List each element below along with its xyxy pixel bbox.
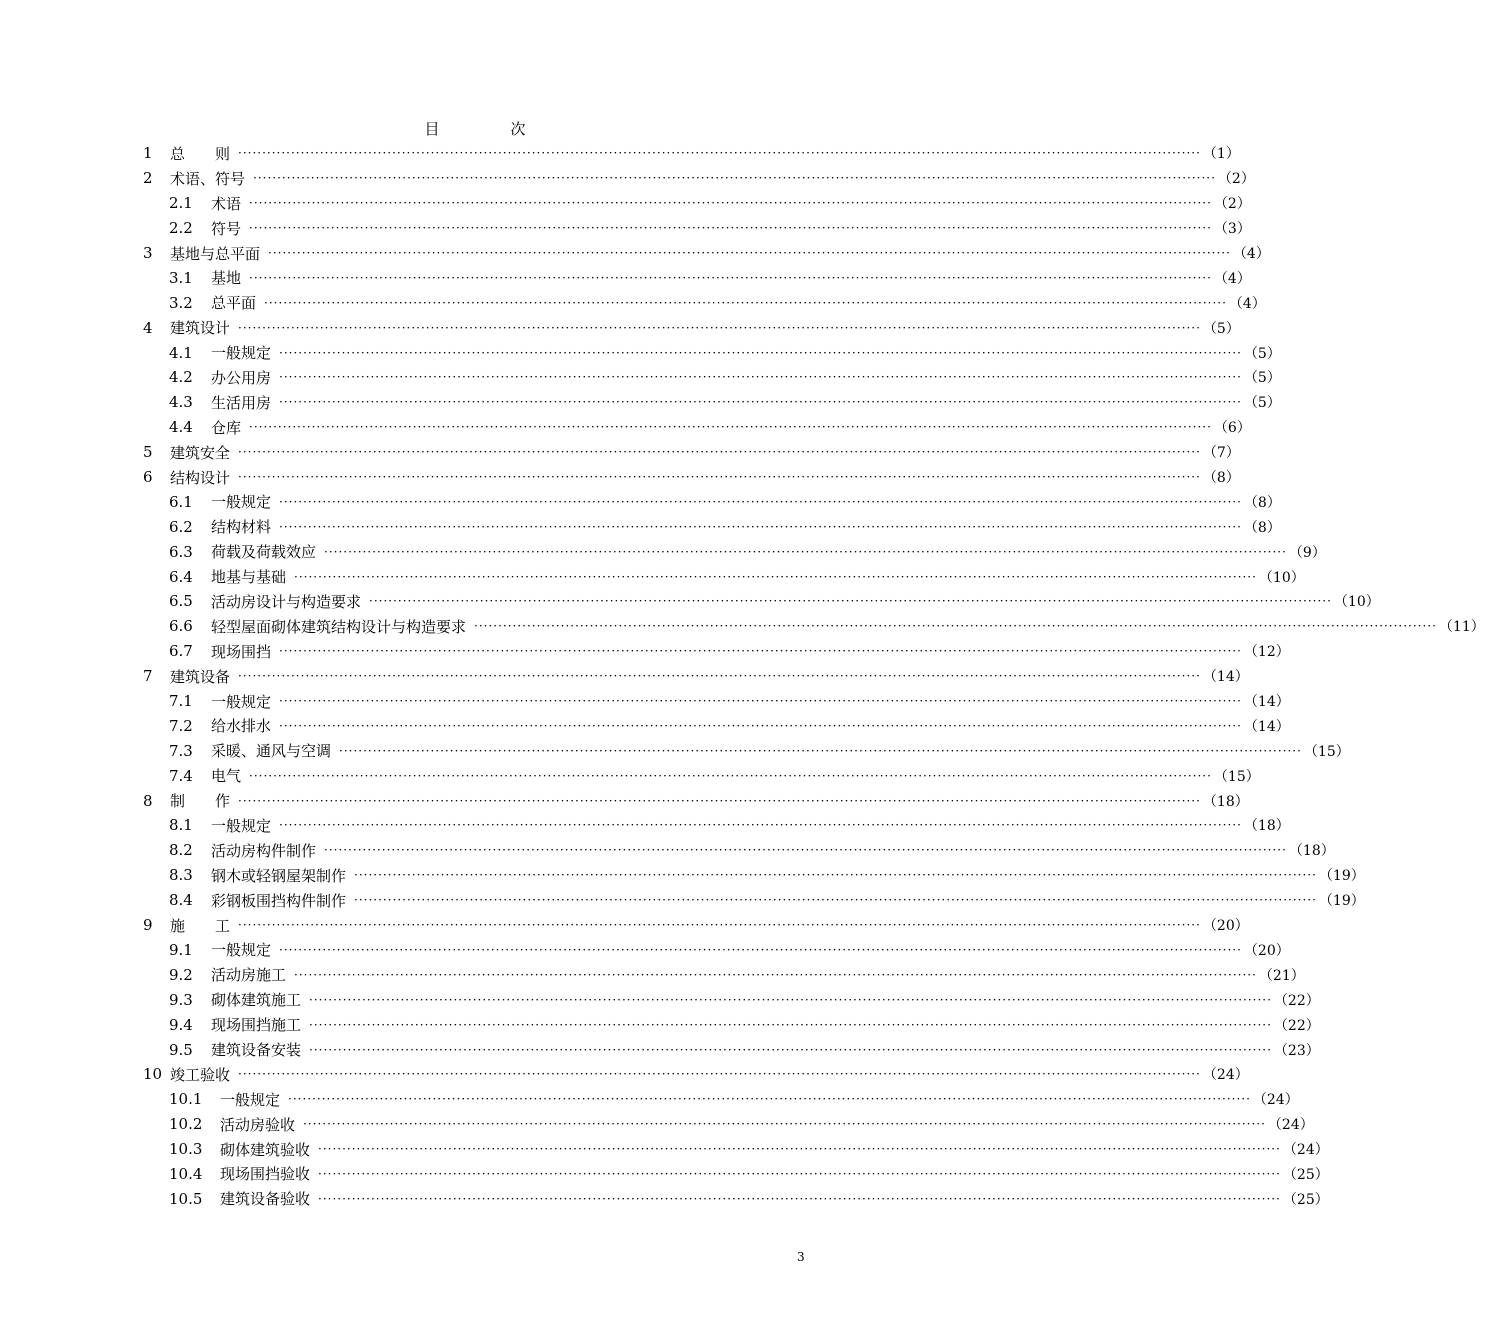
- toc-entry-number: 10.1: [169, 1090, 203, 1109]
- toc-dot-leader: ········································································································································································································: [288, 1092, 1251, 1107]
- toc-entry-page: （7）: [1202, 445, 1240, 462]
- toc-dot-leader: ········································································································································································································: [279, 818, 1242, 833]
- toc-entry-title: 一般规定: [211, 692, 272, 711]
- toc-entry-number: 10: [143, 1065, 163, 1084]
- toc-entry[interactable]: [143, 290, 1266, 315]
- toc-entry-number: 2: [143, 169, 153, 188]
- toc-entry-number: 6: [143, 468, 153, 487]
- toc-dot-leader: ········································································································································································································: [264, 295, 1227, 310]
- toc-entry-page: （4）: [1232, 246, 1270, 262]
- toc-dot-leader: ········································································································································································································: [369, 594, 1332, 609]
- toc-dot-leader: ········································································································································································································: [279, 718, 1242, 733]
- toc-entry[interactable]: [143, 738, 1350, 763]
- toc-entry[interactable]: [143, 1062, 1249, 1087]
- toc-dot-leader: ········································································································································································································: [318, 1191, 1281, 1206]
- toc-entry-number: 4.3: [169, 393, 193, 412]
- toc-entry-number: 3.1: [169, 268, 193, 287]
- toc-entry-title: 仓库: [211, 418, 242, 437]
- toc-entry-number: 9.3: [169, 990, 193, 1009]
- toc-dot-leader: ········································································································································································································: [279, 519, 1242, 534]
- toc-entry-number: 8.1: [169, 816, 193, 835]
- toc-entry-page: （24）: [1267, 1117, 1314, 1134]
- toc-entry-title: 地基与基础: [211, 568, 287, 587]
- toc-entry-number: 8.2: [169, 841, 193, 860]
- toc-entry-number: 9.4: [169, 1015, 193, 1034]
- toc-entry[interactable]: [143, 1137, 1329, 1162]
- toc-entry-number: 6.4: [169, 567, 193, 586]
- toc-entry[interactable]: [143, 962, 1305, 987]
- toc-entry-page: （22）: [1273, 1017, 1320, 1034]
- toc-entry-title: 办公用房: [211, 368, 272, 387]
- toc-entry-title: 现场围挡: [211, 642, 272, 661]
- toc-entry-title: 彩钢板围挡构件制作: [211, 891, 347, 910]
- toc-entry-number: 4.4: [169, 418, 193, 437]
- toc-entry-page: （18）: [1202, 793, 1249, 810]
- toc-dot-leader: ········································································································································································································: [238, 445, 1201, 460]
- toc-dot-leader: ········································································································································································································: [294, 967, 1257, 982]
- toc-dot-leader: ········································································································································································································: [279, 942, 1242, 957]
- toc-entry-page: （23）: [1273, 1042, 1320, 1059]
- toc-entry-page: （19）: [1318, 868, 1365, 885]
- toc-dot-leader: ········································································································································································································: [279, 370, 1242, 385]
- toc-entry[interactable]: [143, 216, 1251, 241]
- toc-entry-page: （5）: [1202, 320, 1240, 337]
- toc-entry-title: 现场围挡施工: [211, 1016, 302, 1035]
- toc-entry-page: （14）: [1243, 718, 1290, 735]
- toc-title: 目 次: [424, 120, 554, 138]
- toc-entry-title: 采暖、通风与空调: [211, 742, 332, 761]
- toc-entry-number: 7.4: [169, 766, 193, 785]
- toc-entry-title: 现场围挡验收: [220, 1165, 311, 1184]
- toc-entry-number: 6.3: [169, 542, 193, 561]
- toc-entry[interactable]: [143, 340, 1281, 365]
- toc-entry-number: 6.2: [169, 517, 193, 536]
- toc-entry-page: （25）: [1282, 1166, 1329, 1183]
- toc-entry[interactable]: [143, 539, 1326, 564]
- toc-entry-number: 10.2: [169, 1115, 203, 1134]
- toc-dot-leader: ········································································································································································································: [318, 1166, 1281, 1181]
- toc-dot-leader: ········································································································································································································: [279, 494, 1242, 509]
- toc-entry-page: （20）: [1202, 918, 1249, 935]
- toc-entry-page: （18）: [1243, 818, 1290, 835]
- toc-entry[interactable]: [143, 390, 1281, 415]
- page-number: 3: [797, 1250, 805, 1264]
- toc-entry[interactable]: [143, 365, 1281, 390]
- toc-entry-page: （5）: [1243, 370, 1281, 387]
- toc-entry-number: 8.3: [169, 866, 193, 885]
- toc-entry-title: 施 工: [170, 916, 231, 935]
- toc-entry[interactable]: [143, 913, 1249, 938]
- toc-entry-number: 7: [143, 667, 153, 686]
- toc-entry[interactable]: [143, 265, 1251, 290]
- toc-entry-page: （8）: [1202, 470, 1240, 487]
- toc-entry-number: 10.4: [169, 1164, 203, 1183]
- toc-entry-title: 建筑设备: [170, 667, 231, 686]
- toc-dot-leader: ········································································································································································································: [279, 644, 1242, 659]
- toc-entry-title: 建筑安全: [170, 443, 231, 462]
- toc-entry-page: （24）: [1252, 1092, 1299, 1109]
- toc-dot-leader: ········································································································································································································: [279, 345, 1242, 360]
- toc-entry-page: （15）: [1303, 743, 1350, 760]
- toc-entry-title: 砌体建筑验收: [220, 1140, 311, 1159]
- toc-entry[interactable]: [143, 713, 1290, 738]
- toc-dot-leader: ········································································································································································································: [238, 146, 1201, 161]
- toc-entry-title: 砌体建筑施工: [211, 991, 302, 1010]
- toc-dot-leader: ········································································································································································································: [249, 270, 1212, 285]
- toc-dot-leader: ········································································································································································································: [474, 619, 1437, 634]
- toc-list: [143, 141, 1485, 1211]
- toc-entry-page: （4）: [1228, 295, 1266, 312]
- toc-entry-title: 术语: [211, 194, 242, 213]
- toc-entry-page: （3）: [1213, 221, 1251, 238]
- toc-entry[interactable]: [143, 415, 1251, 440]
- toc-entry-title: 荷载及荷载效应: [211, 543, 317, 562]
- toc-entry-number: 8: [143, 791, 153, 810]
- toc-entry-number: 6.5: [169, 592, 193, 611]
- toc-dot-leader: ········································································································································································································: [238, 470, 1201, 485]
- toc-entry-number: 6.6: [169, 617, 193, 636]
- toc-dot-leader: ········································································································································································································: [294, 569, 1257, 584]
- toc-entry-title: 一般规定: [220, 1090, 281, 1109]
- toc-entry-title: 活动房验收: [220, 1115, 296, 1134]
- toc-dot-leader: ········································································································································································································: [309, 992, 1272, 1007]
- toc-entry-title: 术语、符号: [170, 169, 246, 188]
- toc-entry-title: 结构设计: [170, 468, 231, 487]
- toc-entry-title: 一般规定: [211, 816, 272, 835]
- toc-entry-number: 7.3: [169, 741, 193, 760]
- toc-entry[interactable]: [143, 141, 1240, 166]
- toc-entry-title: 活动房设计与构造要求: [211, 592, 362, 611]
- toc-entry-number: 3: [143, 244, 153, 262]
- toc-entry-page: （9）: [1288, 544, 1326, 561]
- toc-dot-leader: ········································································································································································································: [238, 669, 1201, 684]
- toc-entry-page: （10）: [1258, 569, 1305, 586]
- toc-entry[interactable]: [143, 166, 1255, 191]
- toc-entry-page: （5）: [1243, 345, 1281, 362]
- toc-entry-number: 10.3: [169, 1140, 203, 1159]
- toc-entry-page: （2）: [1217, 171, 1255, 188]
- toc-dot-leader: ········································································································································································································: [339, 743, 1302, 758]
- toc-entry[interactable]: [143, 763, 1260, 788]
- toc-dot-leader: ········································································································································································································: [324, 843, 1287, 858]
- toc-entry[interactable]: [143, 888, 1365, 913]
- toc-entry-title: 总平面: [211, 294, 257, 313]
- toc-entry-number: 5: [143, 443, 153, 462]
- toc-entry-page: （21）: [1258, 967, 1305, 984]
- toc-dot-leader: ········································································································································································································: [238, 320, 1201, 335]
- toc-dot-leader: ········································································································································································································: [238, 918, 1201, 933]
- toc-entry-title: 一般规定: [211, 493, 272, 512]
- toc-entry-title: 建筑设备验收: [220, 1190, 311, 1209]
- toc-entry-number: 3.2: [169, 293, 193, 312]
- toc-entry-page: （8）: [1243, 519, 1281, 536]
- toc-entry-number: 9.1: [169, 940, 193, 959]
- toc-entry-page: （14）: [1243, 694, 1290, 711]
- toc-entry[interactable]: [143, 1087, 1299, 1112]
- toc-entry[interactable]: [143, 788, 1249, 813]
- toc-entry-number: 7.2: [169, 716, 193, 735]
- toc-entry[interactable]: [143, 1186, 1329, 1211]
- toc-entry-page: （12）: [1243, 644, 1290, 661]
- toc-entry-title: 符号: [211, 219, 242, 238]
- toc-dot-leader: ········································································································································································································: [309, 1042, 1272, 1057]
- toc-entry-title: 基地: [211, 269, 242, 288]
- toc-entry[interactable]: [143, 465, 1240, 490]
- toc-entry[interactable]: [143, 689, 1290, 714]
- toc-entry-number: 7.1: [169, 692, 193, 711]
- toc-entry-number: 8.4: [169, 891, 193, 910]
- toc-entry[interactable]: [143, 315, 1240, 340]
- toc-entry-title: 给水排水: [211, 717, 272, 736]
- toc-entry-number: 2.1: [169, 194, 193, 213]
- toc-entry[interactable]: [143, 813, 1290, 838]
- toc-entry-number: 4: [143, 318, 153, 337]
- toc-entry-title: 建筑设备安装: [211, 1041, 302, 1059]
- toc-dot-leader: ········································································································································································································: [268, 246, 1231, 260]
- toc-entry-number: 1: [143, 144, 153, 163]
- toc-dot-leader: ········································································································································································································: [249, 420, 1212, 435]
- toc-entry-title: 基地与总平面: [170, 244, 261, 263]
- toc-entry[interactable]: [143, 440, 1240, 465]
- toc-entry-page: （4）: [1213, 270, 1251, 287]
- toc-entry-title: 竣工验收: [170, 1065, 231, 1084]
- toc-entry[interactable]: [143, 1162, 1329, 1187]
- toc-entry-page: （24）: [1202, 1067, 1249, 1084]
- toc-dot-leader: ········································································································································································································: [279, 395, 1242, 410]
- toc-entry-page: （20）: [1243, 942, 1290, 959]
- toc-entry[interactable]: [143, 1037, 1320, 1062]
- toc-entry-page: （6）: [1213, 420, 1251, 437]
- toc-entry[interactable]: [143, 664, 1249, 689]
- toc-entry-title: 生活用房: [211, 393, 272, 412]
- toc-dot-leader: ········································································································································································································: [309, 1017, 1272, 1032]
- toc-entry-number: 4.1: [169, 343, 193, 362]
- toc-entry-number: 2.2: [169, 219, 193, 238]
- toc-entry-title: 轻型屋面砌体建筑结构设计与构造要求: [211, 617, 467, 636]
- toc-entry-number: 4.2: [169, 368, 193, 387]
- toc-entry-title: 电气: [211, 767, 242, 786]
- toc-entry-title: 一般规定: [211, 344, 272, 363]
- toc-entry[interactable]: [143, 191, 1251, 216]
- toc-dot-leader: ········································································································································································································: [354, 893, 1317, 908]
- toc-dot-leader: ········································································································································································································: [318, 1142, 1281, 1157]
- toc-entry[interactable]: [143, 938, 1290, 963]
- toc-entry-title: 活动房构件制作: [211, 841, 317, 860]
- toc-entry-page: （24）: [1282, 1142, 1329, 1159]
- toc-entry[interactable]: [143, 639, 1290, 664]
- toc-dot-leader: ········································································································································································································: [238, 1067, 1201, 1082]
- toc-entry-page: （14）: [1202, 669, 1249, 686]
- toc-entry-page: （11）: [1438, 619, 1485, 636]
- toc-entry-number: 9: [143, 916, 153, 935]
- toc-entry-page: （22）: [1273, 992, 1320, 1009]
- toc-entry-title: 制 作: [170, 792, 231, 811]
- toc-entry-page: （19）: [1318, 893, 1365, 910]
- toc-entry[interactable]: [143, 987, 1320, 1012]
- toc-dot-leader: ········································································································································································································: [253, 171, 1216, 186]
- toc-entry-page: （8）: [1243, 494, 1281, 511]
- toc-entry-page: （15）: [1213, 768, 1260, 785]
- toc-entry-number: 9.2: [169, 965, 193, 984]
- toc-entry-title: 结构材料: [211, 518, 272, 537]
- toc-entry-page: （18）: [1288, 843, 1335, 860]
- toc-entry[interactable]: [143, 589, 1380, 614]
- toc-entry[interactable]: [143, 514, 1281, 539]
- toc-dot-leader: ········································································································································································································: [279, 694, 1242, 709]
- toc-dot-leader: ········································································································································································································: [303, 1117, 1266, 1132]
- toc-entry-number: 6.7: [169, 642, 193, 661]
- toc-entry[interactable]: [143, 564, 1305, 589]
- toc-entry[interactable]: [143, 614, 1485, 639]
- toc-dot-leader: ········································································································································································································: [249, 221, 1212, 236]
- toc-entry-title: 活动房施工: [211, 966, 287, 985]
- toc-entry[interactable]: [143, 1012, 1320, 1037]
- toc-entry[interactable]: [143, 1112, 1314, 1137]
- toc-entry-number: 6.1: [169, 492, 193, 511]
- toc-entry-title: 一般规定: [211, 941, 272, 960]
- toc-entry-page: （2）: [1213, 196, 1251, 213]
- toc-entry-page: （10）: [1333, 594, 1380, 611]
- toc-entry-number: 9.5: [169, 1040, 193, 1059]
- toc-entry-title: 建筑设计: [170, 319, 231, 338]
- toc-entry[interactable]: [143, 838, 1335, 863]
- toc-dot-leader: ········································································································································································································: [324, 544, 1287, 559]
- toc-dot-leader: ········································································································································································································: [238, 793, 1201, 808]
- toc-entry-page: （5）: [1243, 395, 1281, 412]
- toc-entry[interactable]: [143, 489, 1281, 514]
- toc-entry-title: 总 则: [170, 144, 231, 163]
- toc-dot-leader: ········································································································································································································: [249, 768, 1212, 783]
- toc-entry[interactable]: [143, 863, 1365, 888]
- toc-entry-page: （1）: [1202, 146, 1240, 163]
- toc-entry-number: 10.5: [169, 1189, 203, 1208]
- toc-dot-leader: ········································································································································································································: [249, 196, 1212, 211]
- toc-entry-title: 钢木或轻钢屋架制作: [211, 866, 347, 885]
- toc-dot-leader: ········································································································································································································: [354, 868, 1317, 883]
- toc-entry-page: （25）: [1282, 1191, 1329, 1208]
- toc-entry[interactable]: [143, 241, 1270, 266]
